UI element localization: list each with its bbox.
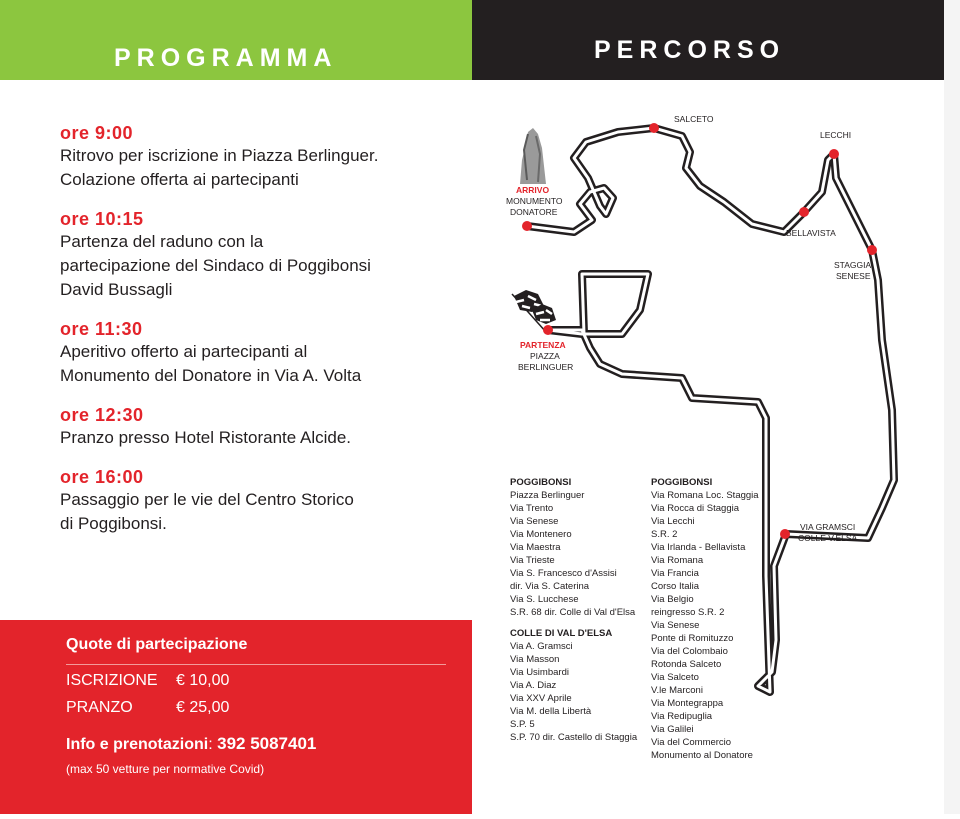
info-phone: 392 5087401 bbox=[217, 734, 317, 753]
street-item: Via Belgio bbox=[651, 594, 694, 605]
street-item: Via Senese bbox=[510, 516, 559, 527]
info-separator: : bbox=[208, 736, 218, 753]
street-item: Via M. della Libertà bbox=[510, 706, 592, 717]
street-item: Via Trento bbox=[510, 503, 554, 514]
street-item: Via A. Gramsci bbox=[510, 641, 573, 652]
street-item: Via S. Francesco d'Assisi bbox=[510, 568, 617, 579]
programma-time: ore 11:30 bbox=[60, 319, 143, 339]
programma-list bbox=[60, 122, 460, 552]
street-item: Corso Italia bbox=[651, 581, 700, 592]
dot-bellavista bbox=[799, 207, 809, 217]
quote-title: Quote di partecipazione bbox=[66, 636, 248, 653]
street-item: Via S. Lucchese bbox=[510, 594, 579, 605]
street-item: Via Irlanda - Bellavista bbox=[651, 542, 746, 553]
street-item: Via Montenero bbox=[510, 529, 572, 540]
street-item: S.P. 5 bbox=[510, 719, 535, 730]
programma-header bbox=[0, 0, 472, 80]
label-monumento-1: MONUMENTO bbox=[506, 196, 563, 206]
street-item: reingresso S.R. 2 bbox=[651, 607, 725, 618]
programma-desc: Ritrovo per iscrizione in Piazza Berlinguer. Colazione offerta ai partecipanti bbox=[60, 146, 379, 189]
street-item: Via del Colombaio bbox=[651, 646, 728, 657]
street-item: Via del Commercio bbox=[651, 737, 732, 748]
label-gramsci-1: VIA GRAMSCI bbox=[800, 522, 856, 532]
street-item: Rotonda Salceto bbox=[651, 659, 722, 670]
dot-lecchi bbox=[829, 149, 839, 159]
quote-box bbox=[0, 620, 472, 814]
streets-spacer bbox=[510, 619, 637, 627]
street-item: Via Masson bbox=[510, 654, 560, 665]
street-item: Via Francia bbox=[651, 568, 699, 579]
label-arrivo: ARRIVO bbox=[516, 185, 550, 195]
street-item: Monumento al Donatore bbox=[651, 750, 753, 761]
street-item: dir. Via S. Caterina bbox=[510, 581, 590, 592]
programma-time: ore 10:15 bbox=[60, 209, 144, 229]
street-item: Via Montegrappa bbox=[651, 698, 724, 709]
quote-label-pranzo: PRANZO bbox=[66, 699, 133, 716]
street-item: Piazza Berlinguer bbox=[510, 490, 585, 501]
programma-time: ore 12:30 bbox=[60, 405, 144, 425]
programma-desc: Aperitivo offerto ai partecipanti al Monumento del Donatore in Via A. Volta bbox=[60, 342, 362, 385]
programma-desc: Pranzo presso Hotel Ristorante Alcide. bbox=[60, 428, 352, 447]
label-piazza-1: PIAZZA bbox=[530, 351, 560, 361]
dot-salceto bbox=[649, 123, 659, 133]
street-item: V.le Marconi bbox=[651, 685, 703, 696]
monument-icon bbox=[520, 128, 546, 184]
street-item: Via Redipuglia bbox=[651, 711, 713, 722]
percorso-header bbox=[472, 0, 944, 80]
label-staggia-1: STAGGIA bbox=[834, 260, 872, 270]
programma-item bbox=[60, 466, 460, 536]
dot-staggia bbox=[867, 245, 877, 255]
info-line bbox=[66, 734, 316, 754]
quote-amount-pranzo: € 25,00 bbox=[176, 699, 230, 716]
covid-note: (max 50 vetture per normative Covid) bbox=[66, 762, 265, 776]
street-item: Via Romana Loc. Staggia bbox=[651, 490, 759, 501]
programma-item bbox=[60, 122, 460, 192]
street-item: Via XXV Aprile bbox=[510, 693, 572, 704]
street-item: Via Senese bbox=[651, 620, 700, 631]
quote-divider bbox=[66, 664, 446, 665]
label-monumento-2: DONATORE bbox=[510, 207, 558, 217]
street-item: Via Maestra bbox=[510, 542, 561, 553]
page-edge bbox=[944, 0, 960, 814]
programma-title: PROGRAMMA bbox=[114, 44, 338, 72]
streets-right bbox=[651, 476, 759, 762]
street-item: S.P. 70 dir. Castello di Staggia bbox=[510, 732, 638, 743]
street-item: Ponte di Romituzzo bbox=[651, 633, 734, 644]
programma-item bbox=[60, 208, 460, 302]
street-item: S.R. 2 bbox=[651, 529, 678, 540]
streets-left bbox=[510, 476, 637, 744]
percorso-title: PERCORSO bbox=[594, 36, 786, 64]
street-item: Via Lecchi bbox=[651, 516, 695, 527]
label-piazza-2: BERLINGUER bbox=[518, 362, 574, 372]
dot-arrivo bbox=[522, 221, 532, 231]
label-partenza: PARTENZA bbox=[520, 340, 566, 350]
dot-gramsci bbox=[780, 529, 790, 539]
street-item: S.R. 68 dir. Colle di Val d'Elsa bbox=[510, 607, 636, 618]
programma-item bbox=[60, 318, 460, 388]
programma-desc: Partenza del raduno con la partecipazione del Sindaco di Poggibonsi David Bussagli bbox=[60, 232, 371, 299]
label-gramsci-2: COLLE V.ELSA bbox=[798, 533, 858, 543]
quote-amount-iscrizione: € 10,00 bbox=[176, 672, 230, 689]
label-salceto: SALCETO bbox=[674, 114, 714, 124]
streets-heading: POGGIBONSI bbox=[510, 477, 572, 488]
street-item: Via Rocca di Staggia bbox=[651, 503, 740, 514]
info-label: Info e prenotazioni bbox=[66, 736, 209, 753]
street-item: Via Trieste bbox=[510, 555, 555, 566]
programma-time: ore 16:00 bbox=[60, 467, 144, 487]
programma-item bbox=[60, 404, 460, 450]
label-staggia-2: SENESE bbox=[836, 271, 871, 281]
programma-time: ore 9:00 bbox=[60, 123, 134, 143]
dot-partenza bbox=[543, 325, 553, 335]
label-lecchi: LECCHI bbox=[820, 130, 852, 140]
street-item: Via Galilei bbox=[651, 724, 694, 735]
label-bellavista: BELLAVISTA bbox=[786, 228, 836, 238]
programma-desc: Passaggio per le vie del Centro Storico di Poggibonsi. bbox=[60, 490, 354, 533]
quote-label-iscrizione: ISCRIZIONE bbox=[66, 672, 158, 689]
street-item: Via A. Diaz bbox=[510, 680, 557, 691]
streets-heading: COLLE DI VAL D'ELSA bbox=[510, 628, 613, 639]
streets-heading: POGGIBONSI bbox=[651, 477, 713, 488]
street-item: Via Usimbardi bbox=[510, 667, 569, 678]
street-item: Via Romana bbox=[651, 555, 704, 566]
street-item: Via Salceto bbox=[651, 672, 699, 683]
